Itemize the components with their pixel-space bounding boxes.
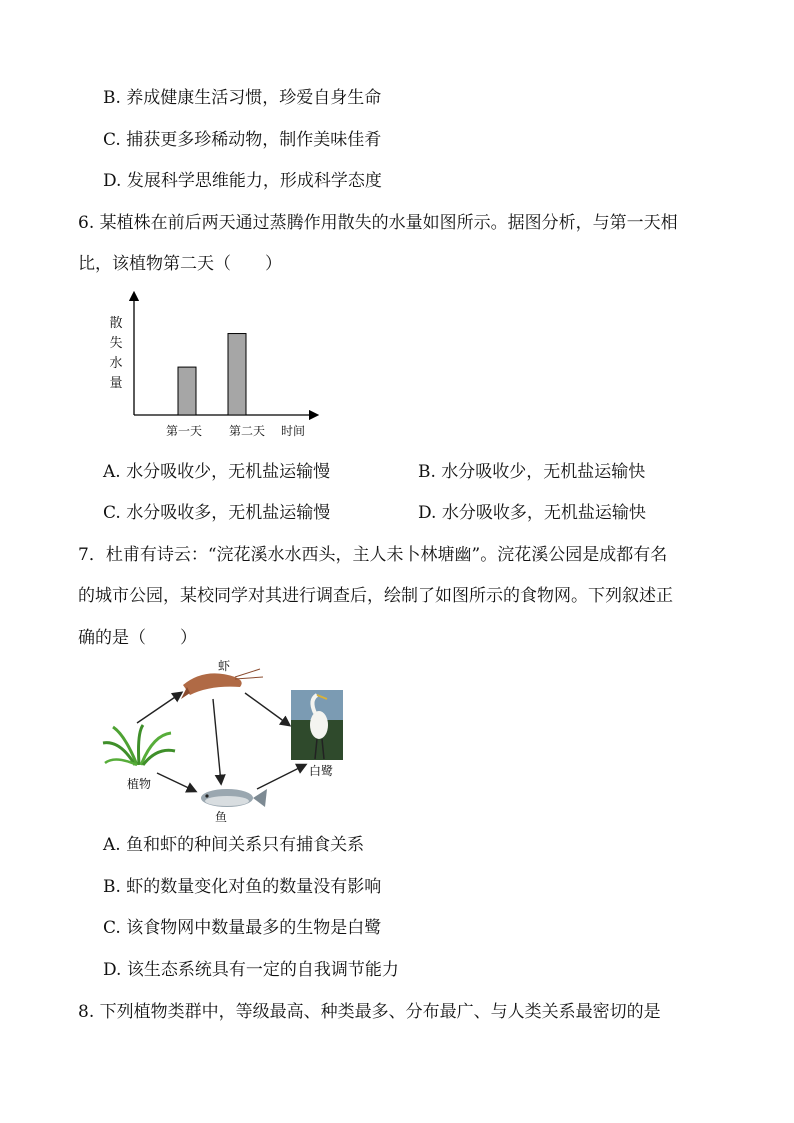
food-web-svg [95,655,365,825]
y-axis-char: 量 [109,376,123,391]
egret-icon [291,690,343,760]
egret-label: 白鹭 [309,764,334,778]
plant-label: 植物 [127,777,152,791]
q7-option-d: D. 该生态系统具有一定的自我调节能力 [103,960,399,980]
fish-label: 鱼 [215,810,228,824]
q7-option-b: B. 虾的数量变化对鱼的数量没有影响 [103,877,382,897]
arrow-shrimp-to-fish [213,699,221,783]
arrow-fish-to-egret [257,765,305,789]
y-axis-char: 散 [109,316,123,331]
q7-option-a: A. 鱼和虾的种间关系只有捕食关系 [103,835,365,855]
y-axis-label [108,314,124,394]
q8-stem-line1: 8. 下列植物类群中，等级最高、种类最多、分布最广、与人类关系最密切的是 [78,1002,661,1022]
q7-food-web [95,655,365,825]
q7-stem-line1: 7．杜甫有诗云：“浣花溪水水西头，主人未卜林塘幽”。浣花溪公园是成都有名 [78,545,668,565]
q5-option-c: C. 捕获更多珍稀动物，制作美味佳肴 [103,130,382,150]
arrow-plant-to-fish [157,773,195,791]
bar-1 [178,367,196,415]
q7-option-c: C. 该食物网中数量最多的生物是白鹭 [103,918,382,938]
bar-2 [228,334,246,415]
x-tick-label-day2: 第二天 [229,424,266,438]
plant-icon [103,725,175,765]
q6-option-b: B. 水分吸收少，无机盐运输快 [418,462,646,482]
q7-stem-line2: 的城市公园，某校同学对其进行调查后，绘制了如图所示的食物网。下列叙述正 [78,586,673,606]
arrow-shrimp-to-egret [245,693,289,725]
q6-bar-chart-svg [100,290,330,440]
q6-bar-chart [100,290,330,440]
fish-icon [201,789,267,807]
q5-option-b: B. 养成健康生活习惯，珍爱自身生命 [103,88,382,108]
q6-stem-line1: 6. 某植株在前后两天通过蒸腾作用散失的水量如图所示。据图分析，与第一天相 [78,213,678,233]
x-axis-label: 时间 [281,424,306,438]
q6-stem-line2: 比，该植物第二天（ ） [78,254,282,274]
q7-stem-line3: 确的是（ ） [78,628,197,648]
q6-option-d: D. 水分吸收多，无机盐运输快 [418,503,646,523]
y-axis-char: 水 [109,356,123,371]
x-tick-label-day1: 第一天 [166,424,203,438]
q6-option-a: A. 水分吸收少，无机盐运输慢 [103,462,331,482]
shrimp-label: 虾 [218,659,231,673]
q5-option-d: D. 发展科学思维能力，形成科学态度 [103,171,382,191]
y-axis-char: 失 [109,336,123,351]
arrow-plant-to-shrimp [137,693,181,723]
q6-option-c: C. 水分吸收多，无机盐运输慢 [103,503,331,523]
